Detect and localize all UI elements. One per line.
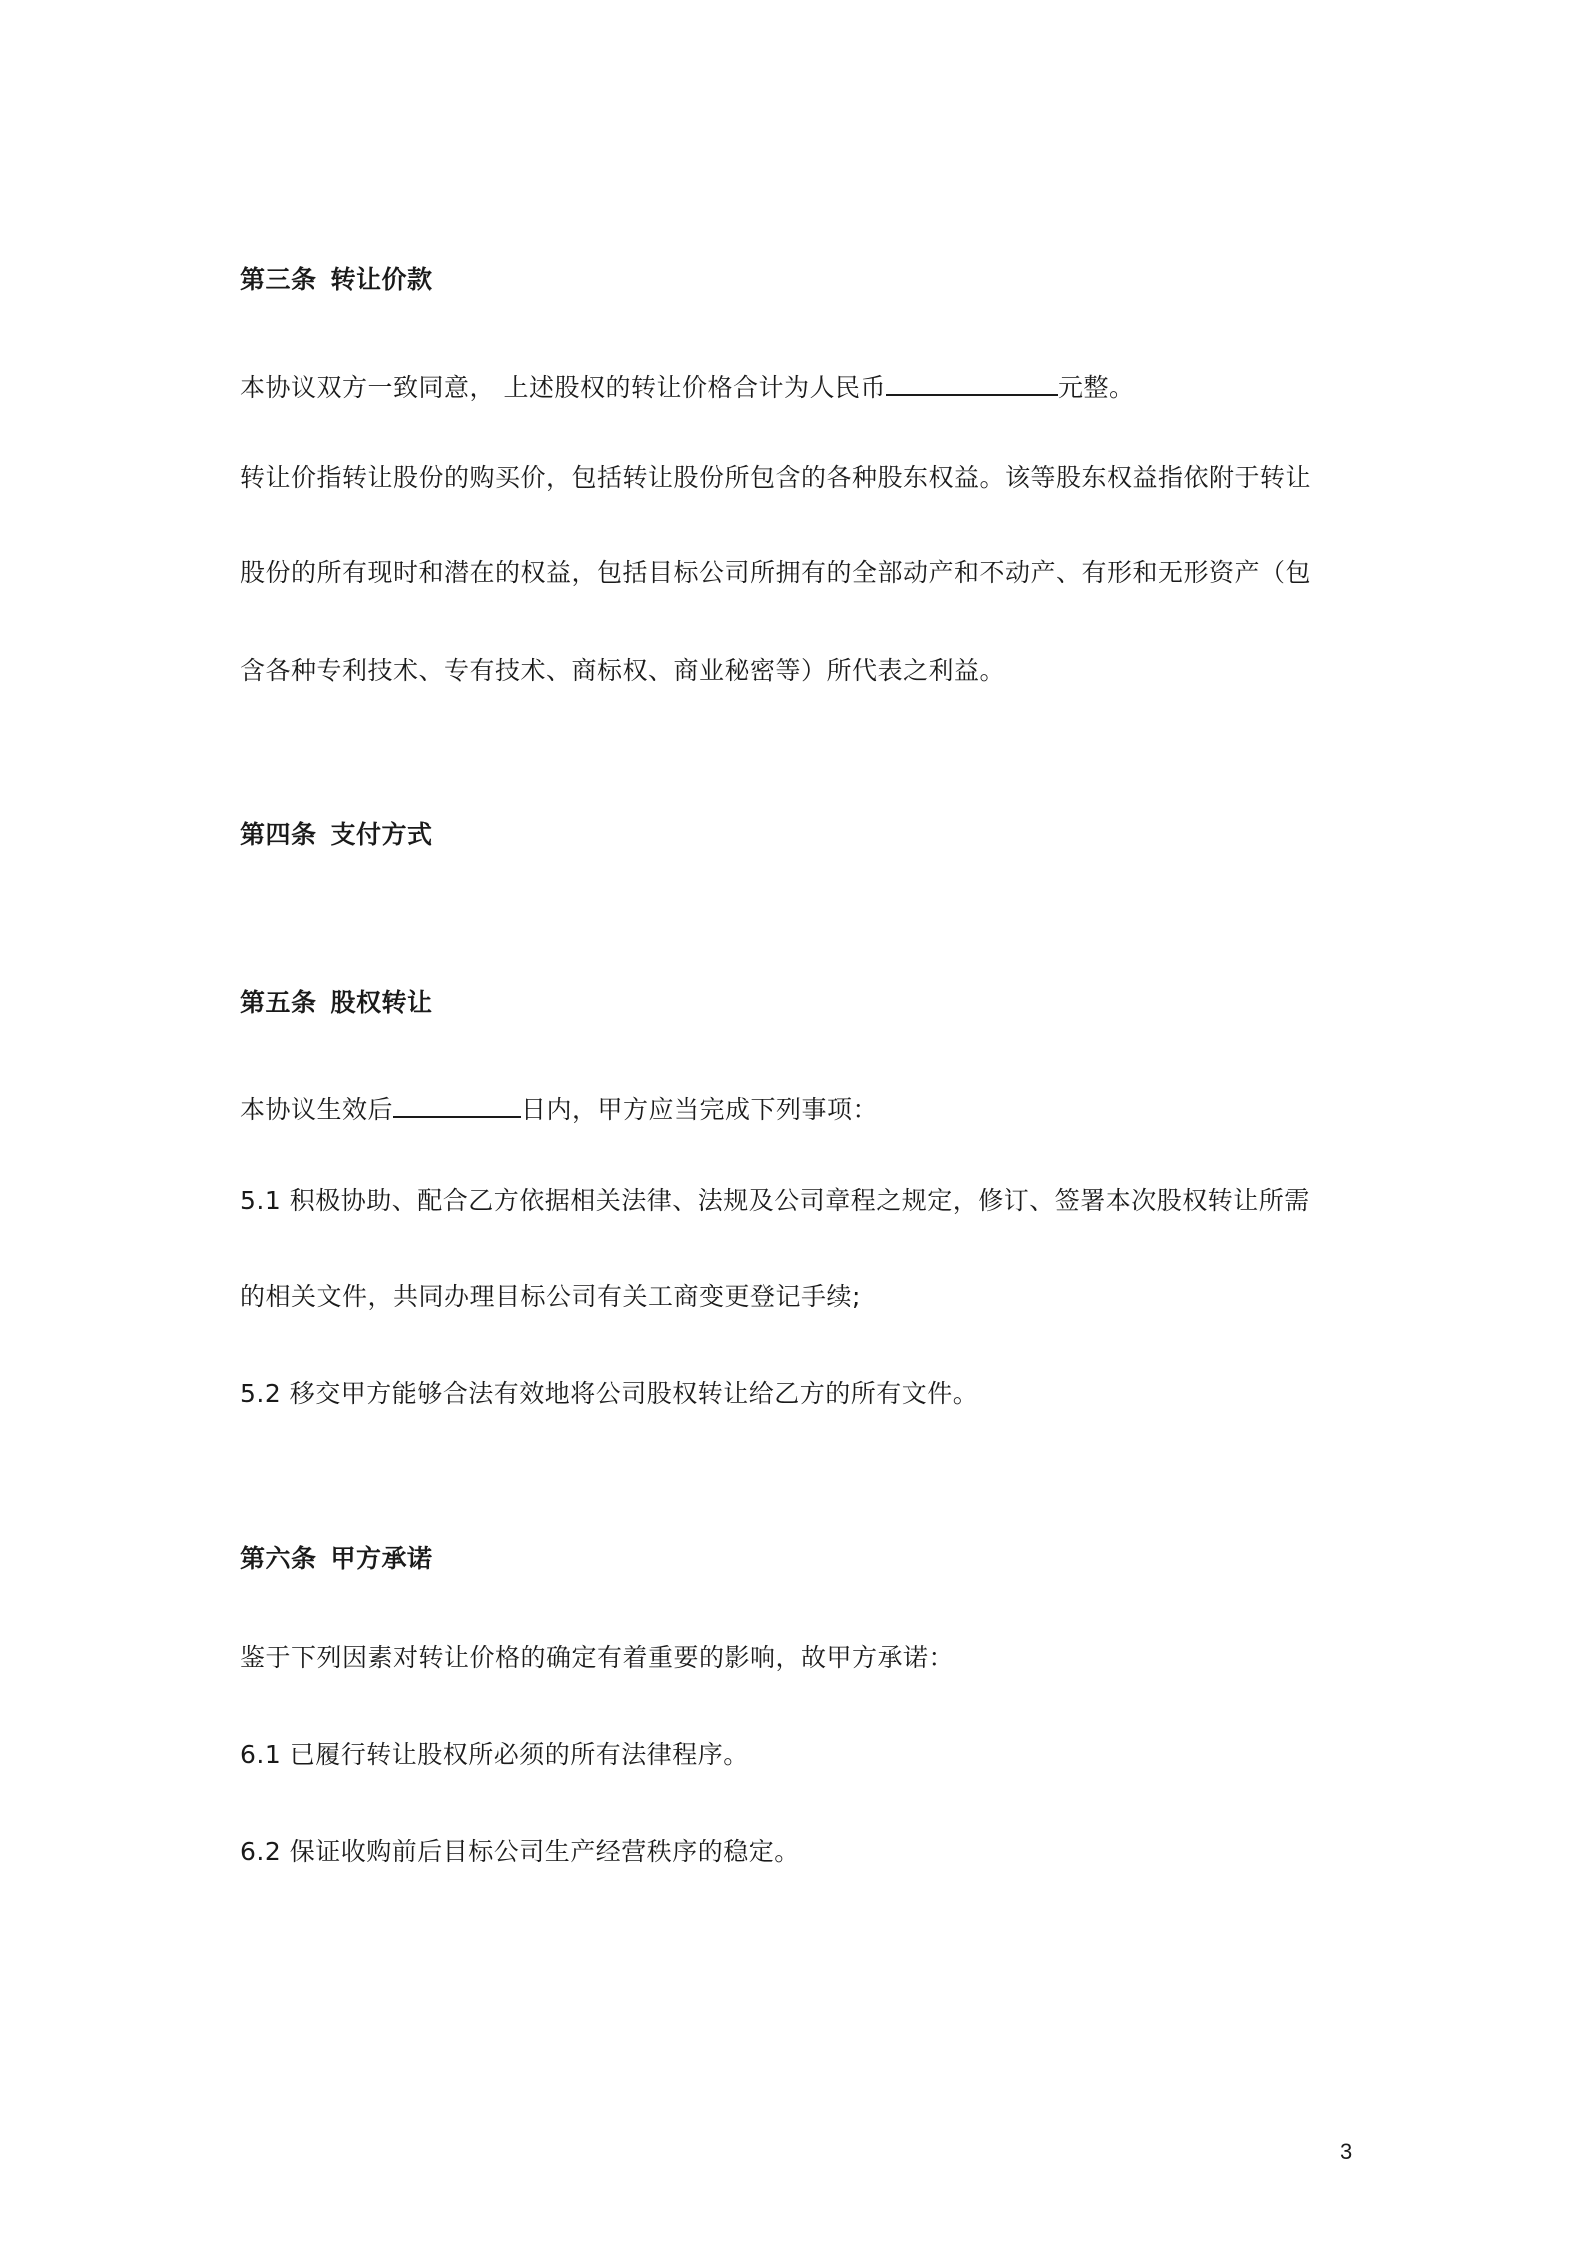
article-5-item-2: 5.2 移交甲方能够合法有效地将公司股权转让给乙方的所有文件。 xyxy=(240,1379,979,1408)
article-3-heading xyxy=(240,263,433,297)
article-3-number: 第三条 xyxy=(240,265,317,294)
article-5-intro-suffix: 日内，甲方应当完成下列事项： xyxy=(521,1095,879,1124)
article-6-heading xyxy=(240,1542,433,1576)
article-6-item-1: 6.1 已履行转让股权所必须的所有法律程序。 xyxy=(240,1740,749,1769)
article-3-para-line-1: 转让价指转让股份的购买价，包括转让股份所包含的各种股东权益。该等股东权益指依附于转让 xyxy=(240,463,1312,492)
price-blank xyxy=(886,368,1058,396)
article-6-intro: 鉴于下列因素对转让价格的确定有着重要的影响，故甲方承诺： xyxy=(240,1643,955,1672)
article-3-para-line-3: 含各种专利技术、专有技术、商标权、商业秘密等）所代表之利益。 xyxy=(240,656,1006,685)
page-number: 3 xyxy=(1340,2139,1353,2164)
article-4-title: 支付方式 xyxy=(330,820,433,849)
price-clause-text: 本协议双方一致同意， 上述股权的转让价格合计为人民币 xyxy=(240,373,886,402)
article-3-para-line-2: 股份的所有现时和潜在的权益，包括目标公司所拥有的全部动产和不动产、有形和无形资产（包 xyxy=(240,558,1312,587)
article-4-number: 第四条 xyxy=(240,820,317,849)
article-6-title: 甲方承诺 xyxy=(330,1544,433,1573)
article-5-item-1-line-1: 5.1 积极协助、配合乙方依据相关法律、法规及公司章程之规定，修订、签署本次股权转让所需 xyxy=(240,1186,1310,1215)
article-5-title: 股权转让 xyxy=(330,988,433,1017)
article-5-item-1-line-2: 的相关文件，共同办理目标公司有关工商变更登记手续; xyxy=(240,1282,861,1311)
article-5-intro xyxy=(240,1090,878,1127)
article-5-intro-text: 本协议生效后 xyxy=(240,1095,394,1124)
article-4-heading xyxy=(240,818,433,852)
days-blank xyxy=(393,1090,521,1118)
article-6-item-2: 6.2 保证收购前后目标公司生产经营秩序的稳定。 xyxy=(240,1837,800,1866)
article-3-title: 转让价款 xyxy=(330,265,433,294)
article-5-heading xyxy=(240,986,433,1020)
article-6-number: 第六条 xyxy=(240,1544,317,1573)
article-3-price-clause xyxy=(240,368,1134,405)
price-clause-suffix: 元整。 xyxy=(1057,373,1135,402)
article-5-number: 第五条 xyxy=(240,988,317,1017)
